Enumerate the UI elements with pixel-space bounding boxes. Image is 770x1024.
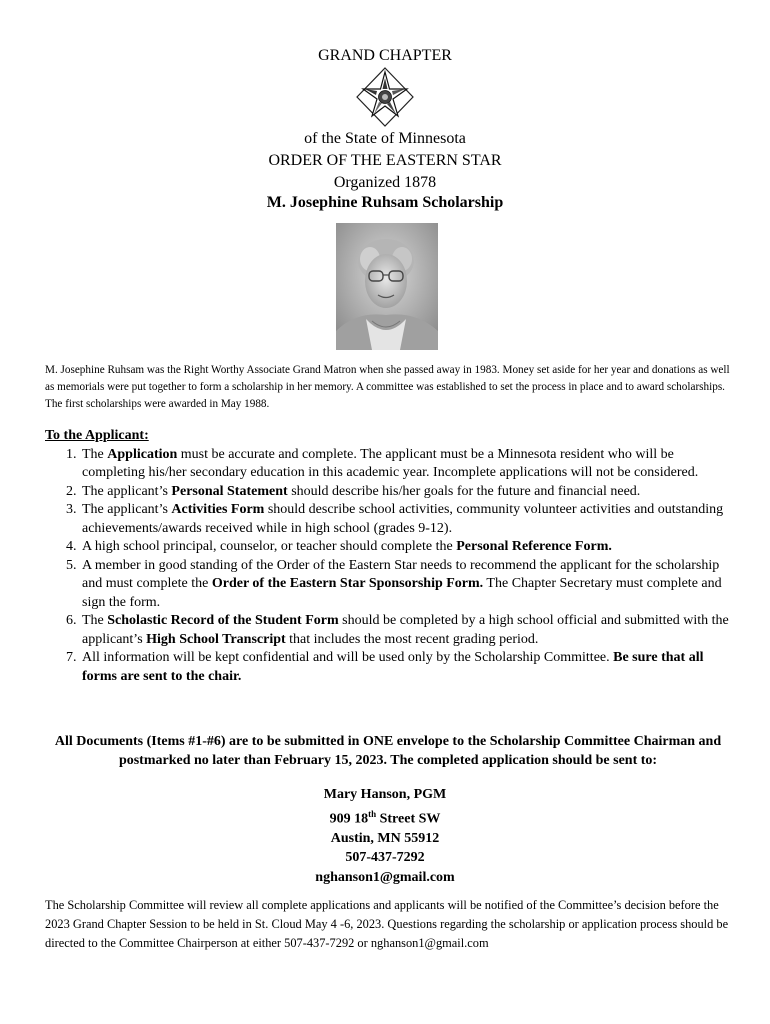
applicant-section <box>45 427 735 686</box>
closing-paragraph: The Scholarship Committee will review all complete applications and applicants will be notified of the Committee’s decision before the 2023 Grand Chapter Session to be held in St. Cloud May 4 -6, 2023. Questions regarding the scholarship or application process should be directed to the Committee Chairperson at either 507-437-7292 or nghanson1@gmail.com <box>45 898 729 950</box>
list-item: 3. The applicant’s Activities Form should describe school activities, community volunteer activities and outstanding achievements/awards received while in high school (grades 9-12). <box>80 501 735 538</box>
address-street: 909 18th Street SW <box>329 808 441 827</box>
list-item: 4. A high school principal, counselor, or teacher should complete the Personal Reference Form. <box>80 538 735 557</box>
header-grand-chapter: GRAND CHAPTER <box>318 47 452 64</box>
address-name: Mary Hanson, PGM <box>323 787 447 802</box>
submission-notice: All Documents (Items #1-#6) are to be submitted in ONE envelope to the Scholarship Committee Chairman and postmarked no later than February 15, 2023. The completed application should be sent to: <box>54 734 722 768</box>
list-item: 6. The Scholastic Record of the Student Form should be completed by a high school official and submitted with the applicant’s High School Transcript that includes the most recent grading period. <box>80 612 735 649</box>
applicant-heading: To the Applicant: <box>45 428 149 443</box>
list-item: 5. A member in good standing of the Order of the Eastern Star needs to recommend the applicant for the scholarship and must complete the Order of the Eastern Star Sponsorship Form. The Chapter Secretary must complete and sign the form. <box>80 557 735 613</box>
header-order: ORDER OF THE EASTERN STAR <box>268 152 502 169</box>
intro-paragraph: M. Josephine Ruhsam was the Right Worthy Associate Grand Matron when she passed away in 1983. Money set aside for her year and donations as well as memorials were put together to form a scholarship in her memory. A committee was established to set the process in place and to award scholarships. The first scholarships were awarded in May 1988. <box>45 364 730 410</box>
address-email: nghanson1@gmail.com <box>315 869 455 885</box>
address-city: Austin, MN 55912 <box>330 830 440 846</box>
list-item: 2. The applicant’s Personal Statement should describe his/her goals for the future and financial need. <box>80 483 735 502</box>
address-phone: 507-437-7292 <box>345 850 425 866</box>
mailing-address <box>0 785 770 887</box>
applicant-instructions-list <box>45 446 735 687</box>
header-block <box>0 128 770 194</box>
portrait-photo <box>336 223 438 350</box>
eastern-star-emblem-icon <box>354 66 416 128</box>
list-item: 1. The Application must be accurate and complete. The applicant must be a Minnesota resident who will be completing his/her secondary education in this academic year. Incomplete applications will not be considered. <box>80 446 735 483</box>
header-organized: Organized 1878 <box>333 174 437 191</box>
scholarship-title: M. Josephine Ruhsam Scholarship <box>266 194 504 211</box>
list-item: 7. All information will be kept confidential and will be used only by the Scholarship Committee. Be sure that all forms are sent to the chair. <box>80 649 735 686</box>
header-state: of the State of Minnesota <box>304 130 466 147</box>
